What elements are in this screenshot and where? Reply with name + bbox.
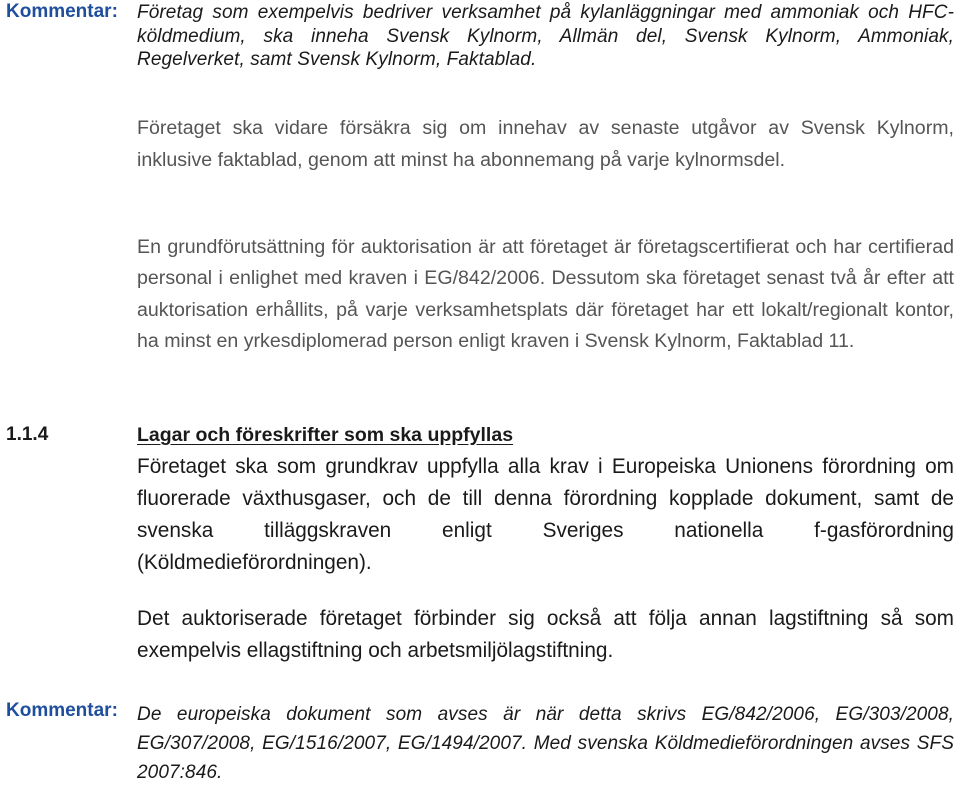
section-number: 1.1.4 <box>6 424 49 445</box>
paragraph: Företaget ska som grundkrav uppfylla alla krav i Europeiska Unionens förordning om fluorerade växthusgaser, och de till denna förordning kopplade dokument, samt de svenska tilläggskraven enligt Sveriges nationella f-gasförordning (Köldmedieförordningen). <box>137 455 954 574</box>
comment-text: Företag som exempelvis bedriver verksamhet på kylanläggningar med ammoniak och HFC-köldmedium, ska inneha Svensk Kylnorm, Allmän del, Svensk Kylnorm, Ammoniak, Regelverket, samt Svensk Kylnorm, Faktablad. <box>137 2 954 70</box>
paragraph: En grundförutsättning för auktorisation är att företaget är företagscertifierat och har certifierad personal i enlighet med kraven i EG/842/2006. Dessutom ska företaget senast två år efter att auktorisation erhållits, på varje verksamhetsplats där företaget har ett lokalt/regionalt kontor, ha minst en yrkesdiplomerad person enligt kraven i Svensk Kylnorm, Faktablad 11. <box>137 236 954 353</box>
comment-label: Kommentar: <box>6 700 118 721</box>
comment-label: Kommentar: <box>6 1 118 22</box>
comment-text: De europeiska dokument som avses är när detta skrivs EG/842/2006, EG/303/2008, EG/307/2008, EG/1516/2007, EG/1494/2007. Med svenska Köldmedieförordningen avses SFS 2007:846. <box>137 704 954 783</box>
paragraph: Företaget ska vidare försäkra sig om innehav av senaste utgåvor av Svensk Kylnorm, inklusive faktablad, genom att minst ha abonnemang på varje kylnormsdel. <box>137 117 954 171</box>
section-title: Lagar och föreskrifter som ska uppfyllas <box>137 424 514 446</box>
paragraph: Det auktoriserade företaget förbinder sig också att följa annan lagstiftning så som exempelvis ellagstiftning och arbetsmiljölagstiftning. <box>137 607 954 662</box>
